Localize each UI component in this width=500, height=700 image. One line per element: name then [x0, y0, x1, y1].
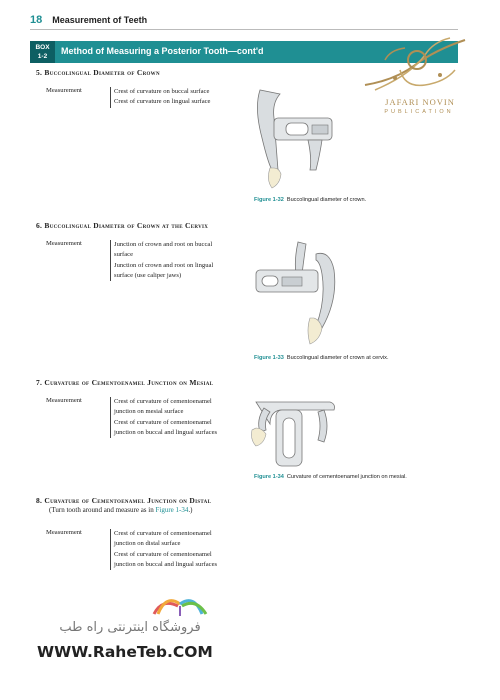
- section-5-measurement-label: Measurement: [46, 87, 82, 94]
- figure-1-33-caption: Figure 1-33 Buccolingual diameter of crown at cervix.: [254, 355, 389, 361]
- caliper-figure-1-32: [250, 88, 340, 190]
- box-label-word: BOX: [35, 44, 50, 51]
- book-logo-icon: [150, 592, 210, 618]
- section-8-subtitle: (Turn tooth around and measure as in Figure 1-34.): [49, 506, 193, 514]
- box-title: Method of Measuring a Posterior Tooth—cont'd: [61, 46, 264, 56]
- publisher-logo-emblem: [355, 30, 475, 100]
- section-8-measurement-label: Measurement: [46, 529, 82, 536]
- figure-1-32-caption: Figure 1-32 Buccolingual diameter of crown.: [254, 197, 367, 203]
- figure-1-34-caption: Figure 1-34 Curvature of cementoenamel junction on mesial.: [254, 474, 407, 480]
- page-number: 18: [30, 14, 43, 26]
- running-header: [30, 14, 147, 26]
- section-8-title: 8. Curvature of Cementoenamel Junction on Distal: [36, 496, 212, 505]
- figure-1-34-link[interactable]: Figure 1-34: [155, 506, 189, 514]
- shop-name: فروشگاه اینترنتی راه طب: [59, 620, 201, 635]
- caliper-figure-1-33: [250, 240, 345, 348]
- shop-url: WWW.RaheTeb.COM: [37, 643, 213, 661]
- section-8-measurement-lines: Crest of curvature of cementoenamel junction on distal surface Crest of curvature of cementoenamel junction on buccal and lingual surfaces: [110, 529, 217, 570]
- section-6-title: 6. Buccolingual Diameter of Crown at the Cervix: [36, 221, 209, 230]
- publisher-logo-name: JAFARI NOVIN: [385, 97, 455, 107]
- box-label: [30, 41, 55, 63]
- section-7-title: 7. Curvature of Cementoenamel Junction on Mesial: [36, 378, 214, 387]
- section-7-measurement-lines: Crest of curvature of cementoenamel junction on mesial surface Crest of curvature of cementoenamel junction on buccal and lingual surfaces: [110, 397, 217, 438]
- running-title: Measurement of Teeth: [52, 15, 148, 25]
- publisher-logo-sub: PUBLICATION: [384, 109, 454, 115]
- section-6-measurement-label: Measurement: [46, 240, 82, 247]
- caliper-figure-1-34: [250, 396, 340, 468]
- section-5-measurement-lines: Crest of curvature on buccal surface Crest of curvature on lingual surface: [110, 87, 211, 108]
- section-5-title: 5. Buccolingual Diameter of Crown: [36, 68, 160, 77]
- section-7-measurement-label: Measurement: [46, 397, 82, 404]
- box-label-number: 1-2: [37, 53, 48, 60]
- section-6-measurement-lines: Junction of crown and root on buccal surface Junction of crown and root on lingual surface (use caliper jaws): [110, 240, 213, 281]
